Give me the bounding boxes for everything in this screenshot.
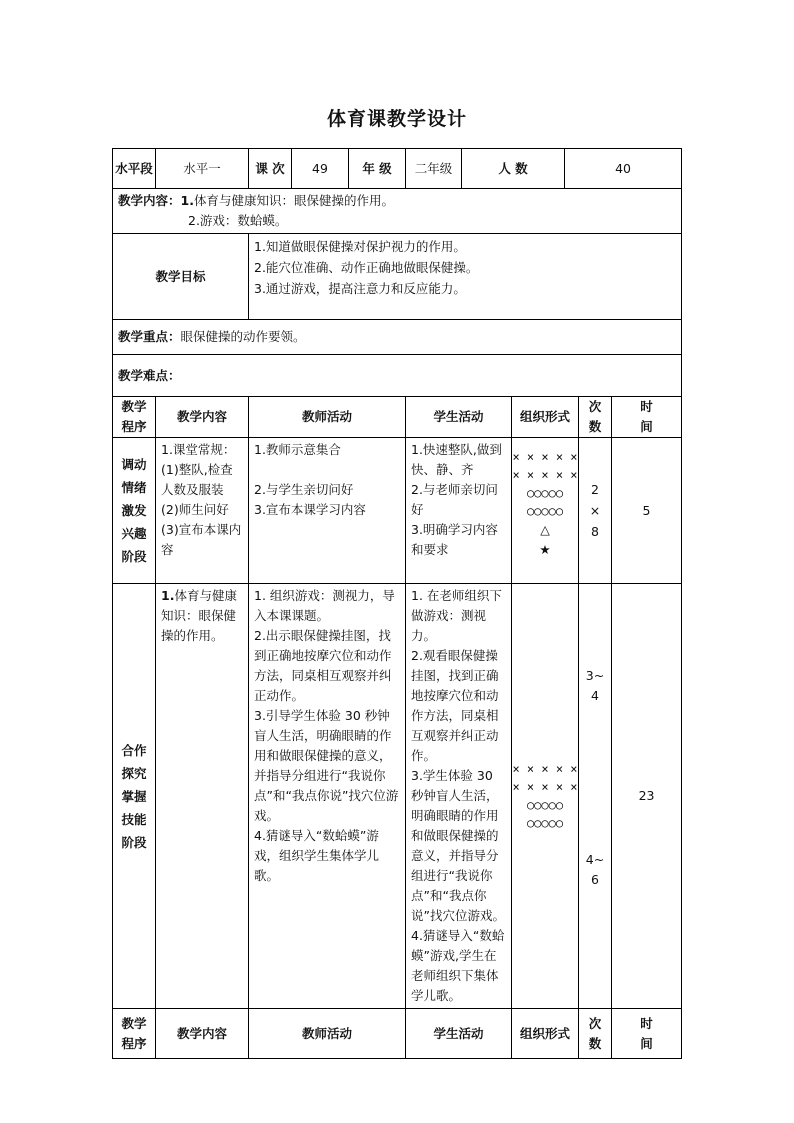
content-label: 教学内容： (118, 193, 181, 208)
stage-content-num: 1. (161, 588, 175, 603)
count-value: 40 (565, 149, 682, 189)
lesson-plan-table (112, 148, 682, 1059)
col-organization: 组织形式 (512, 1009, 579, 1059)
col-duration: 时 间 (612, 1009, 682, 1059)
count-label: 人 数 (462, 149, 565, 189)
column-header-row (113, 1009, 682, 1059)
header-row (113, 149, 682, 189)
stage-name: 合作 探究 掌握 技能 阶段 (113, 584, 156, 1009)
col-procedure: 教学 程序 (113, 1009, 156, 1059)
level-label: 水平段 (113, 149, 156, 189)
difficulty-row (113, 355, 682, 397)
stage-content-text: 体育与健康知识：眼保健操的作用。 (161, 588, 237, 643)
star-icon: ★ (539, 542, 551, 557)
col-student: 学生活动 (406, 397, 512, 438)
formation-grid: × × × × × × × × × × ○○○○○ ○○○○○ (512, 762, 578, 830)
content-line1-num: 1. (180, 193, 194, 208)
key-point-row (113, 320, 682, 355)
stage-formation (512, 584, 579, 1009)
key-point-text: 眼保健操的动作要领。 (180, 329, 306, 344)
col-duration: 时 间 (612, 397, 682, 438)
goal-item: 1.知道做眼保健操对保护视力的作用。 (254, 239, 466, 254)
stage-duration: 23 (612, 584, 682, 1009)
grade-label: 年 级 (349, 149, 406, 189)
goals-row (113, 234, 682, 320)
col-teacher: 教师活动 (249, 397, 406, 438)
teaching-content (113, 189, 682, 234)
content-row (113, 189, 682, 234)
goals-label: 教学目标 (113, 234, 249, 320)
stage-content (156, 584, 249, 1009)
col-content: 教学内容 (156, 397, 249, 438)
col-times: 次 数 (579, 397, 612, 438)
col-teacher: 教师活动 (249, 1009, 406, 1059)
times-b: 4~ 6 (585, 852, 605, 887)
content-line2: 2.游戏：数蛤蟆。 (188, 213, 288, 228)
stage-content: 1.课堂常规： (1)整队,检查人数及服装 (2)师生问好 (3)宣布本课内容 (156, 438, 249, 584)
column-header-row (113, 397, 682, 438)
stage-formation (512, 438, 579, 584)
grade-value: 二年级 (406, 149, 462, 189)
stage-row (113, 438, 682, 584)
stage-times (579, 584, 612, 1009)
times-a: 3~ 4 (585, 668, 605, 703)
level-value: 水平一 (156, 149, 249, 189)
page-title: 体育课教学设计 (326, 108, 467, 130)
goals-list (249, 234, 682, 320)
col-organization: 组织形式 (512, 397, 579, 438)
col-content: 教学内容 (156, 1009, 249, 1059)
stage-times: 2 × 8 (579, 438, 612, 584)
stage-row (113, 584, 682, 1009)
goal-item: 2.能穴位准确、动作正确地做眼保健操。 (254, 260, 479, 275)
difficulty-label: 教学难点： (118, 367, 181, 383)
triangle-icon: △ (540, 522, 550, 537)
col-student: 学生活动 (406, 1009, 512, 1059)
stage-teacher: 1.教师示意集合 2.与学生亲切问好 3.宣布本课学习内容 (249, 438, 406, 584)
stage-name: 调动 情绪 激发 兴趣 阶段 (113, 438, 156, 584)
key-point (113, 320, 682, 355)
key-point-label: 教学重点： (118, 329, 181, 344)
content-line1: 体育与健康知识：眼保健操的作用。 (193, 193, 394, 208)
stage-student: 1. 在老师组织下做游戏：测视力。 2.观看眼保健操挂图，找到正确地按摩穴位和动作方法，同桌相互观察并纠正动作。 3.学生体验 30 秒钟盲人生活，明确眼睛的作用和做眼保健操的意义，并指导分组进行“我说你点”和“我点你说”找穴位游戏。 4.猜谜导入“数蛤蟆”游戏,学生在老师组织下集体学儿歌。 (406, 584, 512, 1009)
lesson-label: 课 次 (249, 149, 292, 189)
difficulty (113, 355, 682, 397)
col-times: 次 数 (579, 1009, 612, 1059)
stage-student: 1.快速整队,做到快、静、齐 2.与老师亲切问好 3.明确学习内容和要求 (406, 438, 512, 584)
formation-grid: × × × × × × × × × × ○○○○○ ○○○○○ (512, 450, 578, 518)
goal-item: 3.通过游戏，提高注意力和反应能力。 (254, 281, 466, 296)
col-procedure: 教学 程序 (113, 397, 156, 438)
stage-duration: 5 (612, 438, 682, 584)
stage-teacher: 1. 组织游戏：测视力，导入本课课题。 2.出示眼保健操挂图，找到正确地按摩穴位和动作方法，同桌相互观察并纠正动作。 3.引导学生体验 30 秒钟盲人生活，明确眼睛的作用和做眼保健操的意义，并指导分组进行“我说你点”和“我点你说”找穴位游戏。 4.猜谜导入“数蛤蟆”游戏，组织学生集体学儿歌。 (249, 584, 406, 1009)
lesson-value: 49 (292, 149, 349, 189)
